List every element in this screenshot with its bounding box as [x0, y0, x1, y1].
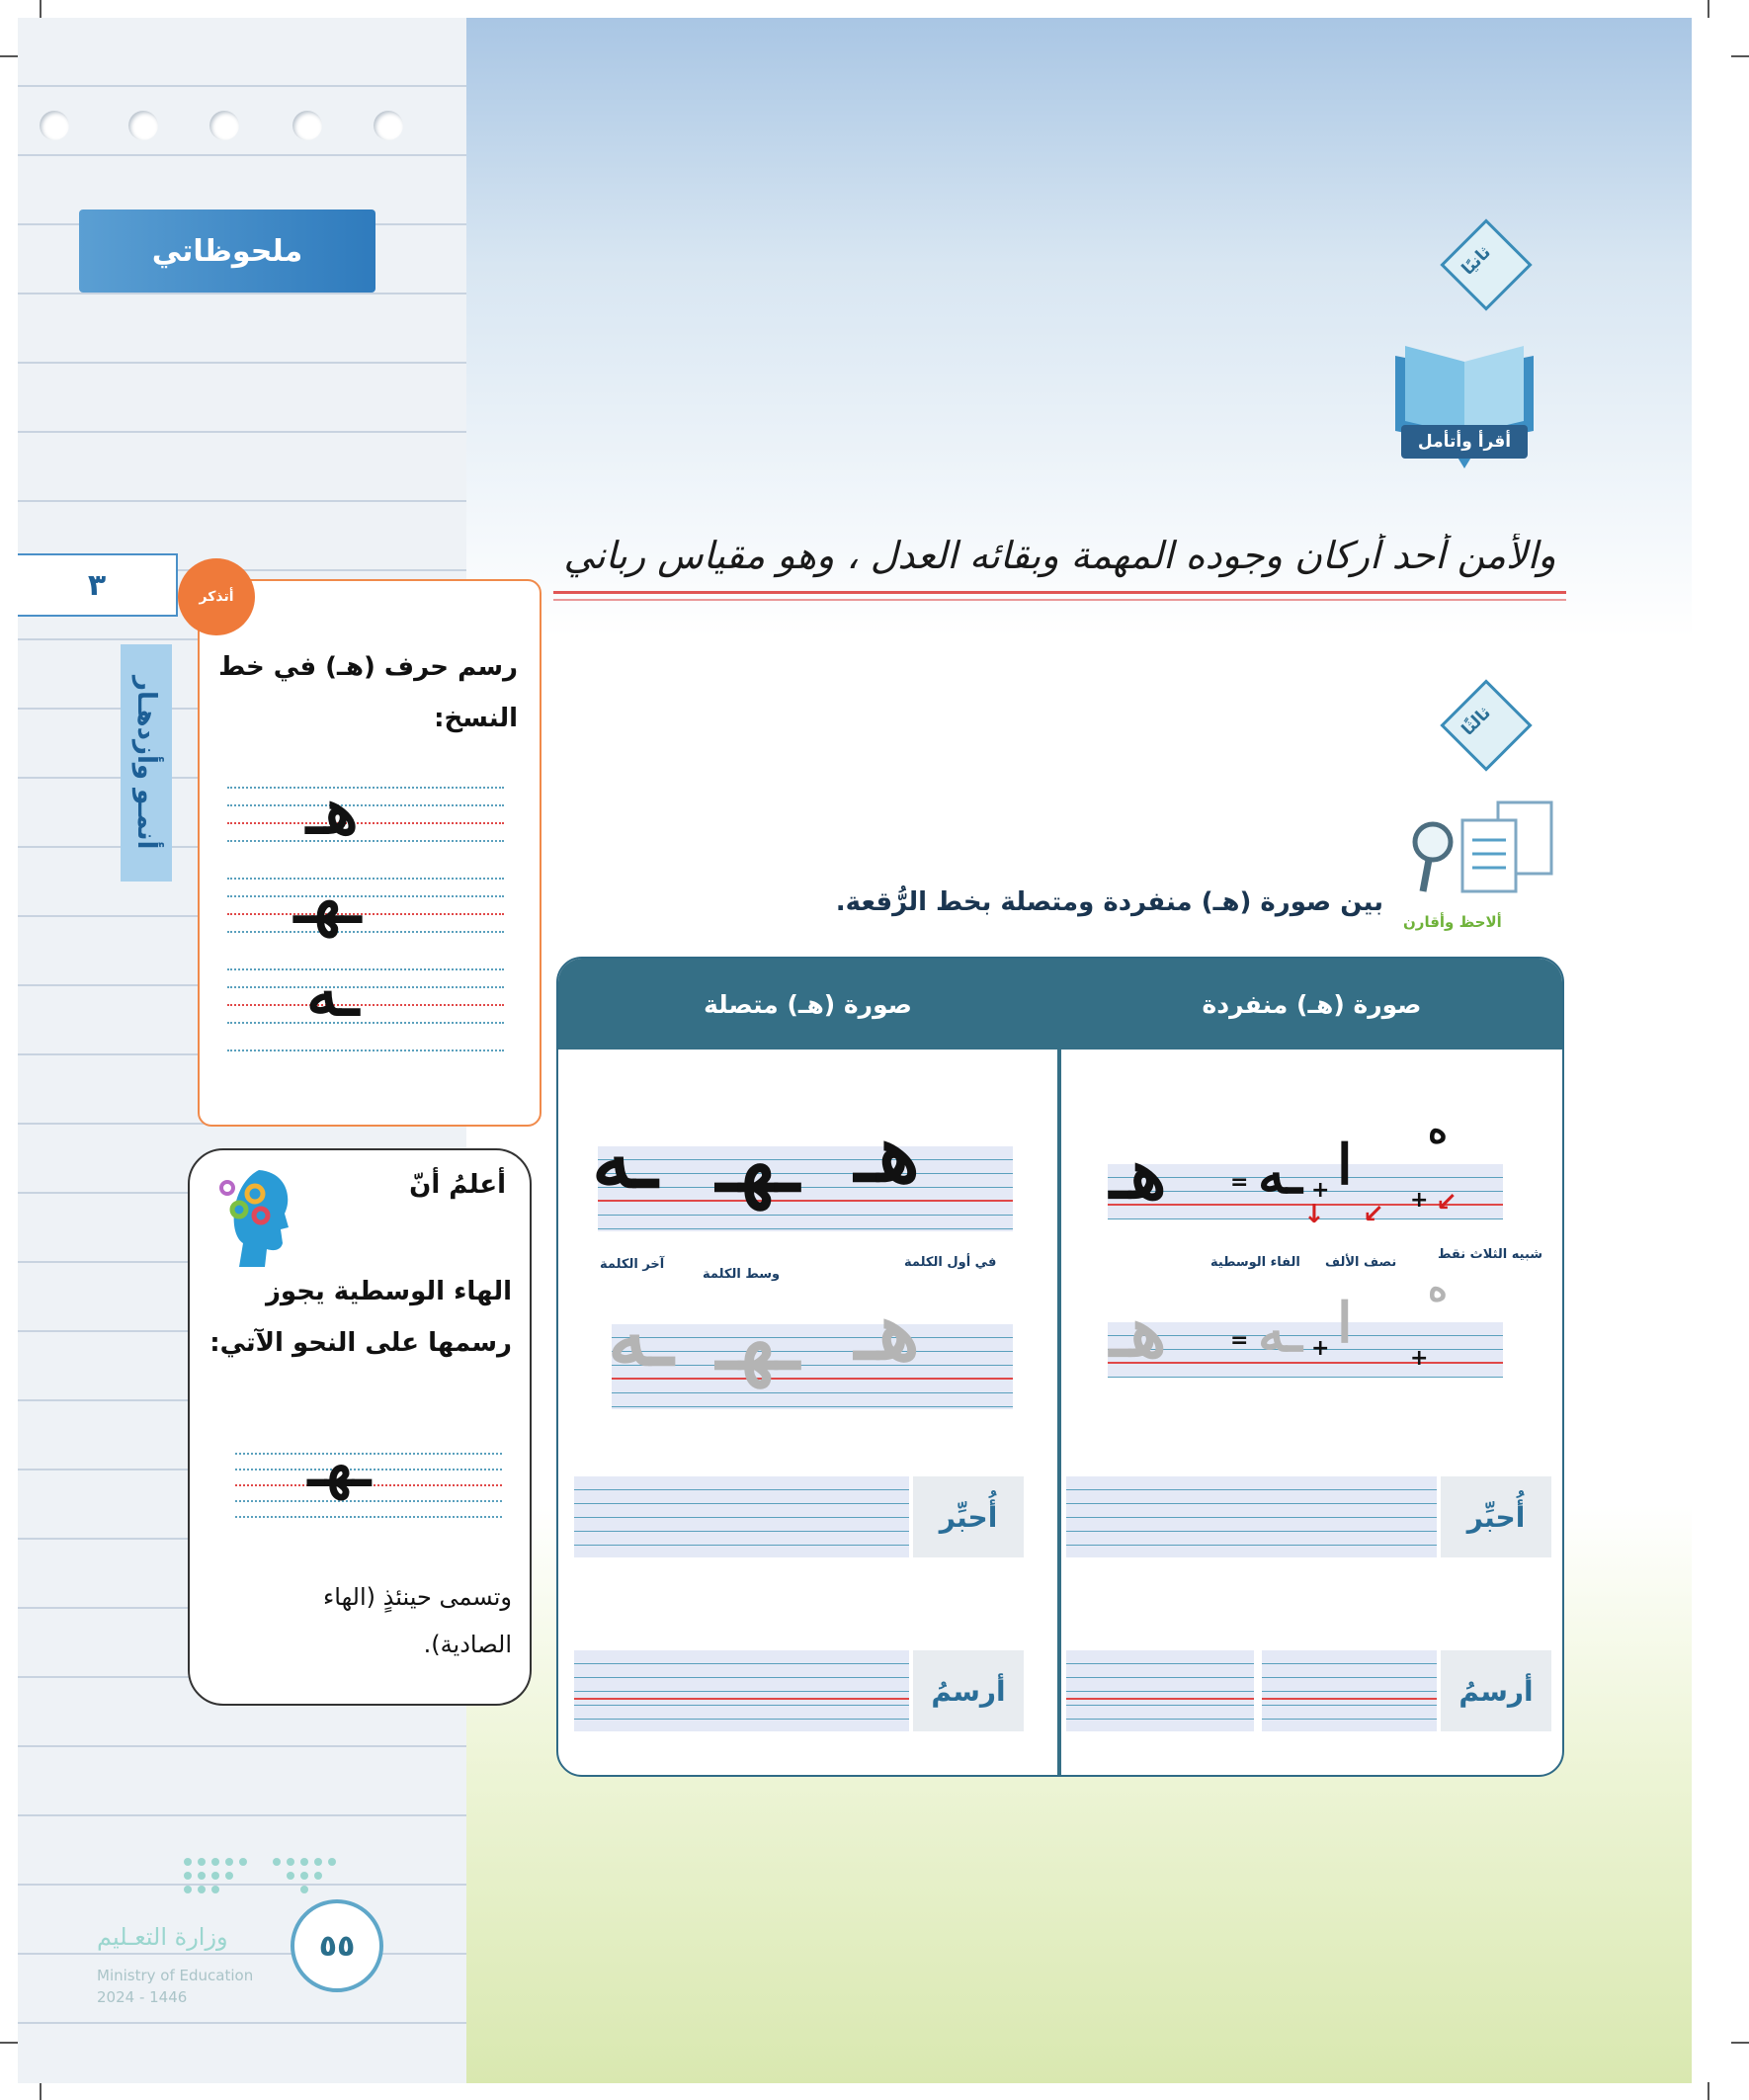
medial-ha-glyph: ـهـ [716, 1117, 799, 1210]
annotation-arrow: ↙ [1436, 1188, 1458, 1218]
baseline-red [574, 1698, 909, 1700]
baseline-red [1066, 1698, 1254, 1700]
equals-sign: = [1230, 1170, 1249, 1195]
binder-hole [292, 111, 322, 140]
crop-mark [1707, 0, 1709, 18]
guide-line [227, 804, 504, 806]
column-divider [1057, 959, 1061, 1775]
notes-tab: ملحوظاتي [79, 210, 375, 293]
know-text-2: رسمها على النحو الآتي: [209, 1328, 512, 1358]
edition-year: 2024 - 1446 [97, 1988, 188, 2006]
crop-mark [0, 55, 18, 57]
binder-hole [209, 111, 239, 140]
annotation-half-alef: نصف الألف [1325, 1255, 1397, 1270]
baseline-red [1262, 1698, 1437, 1700]
naskh-glyph-medial: ـهـ [294, 864, 361, 938]
three-dots-like-glyph: ه [1428, 1107, 1448, 1151]
annotation-arrow: ↙ [1363, 1200, 1384, 1229]
writing-guide [598, 1146, 1013, 1231]
section-badge-2-label: ثالثًا [1458, 703, 1495, 740]
lesson-number: ٣ [18, 553, 178, 617]
label-final: آخر الكلمة [600, 1257, 665, 1272]
guide-line [227, 931, 504, 933]
guide-line [227, 787, 504, 789]
annotation-arrow: ↓ [1303, 1200, 1325, 1229]
medial-fa-trace: ـه [1258, 1301, 1302, 1364]
binder-hole [374, 111, 403, 140]
know-title: أعلمُ أنّ [409, 1170, 506, 1200]
plus-sign: + [1311, 1178, 1330, 1203]
section-badge-1 [1449, 227, 1518, 296]
baseline-red [1108, 1362, 1503, 1364]
guide-line [227, 895, 504, 897]
draw-practice-area[interactable] [574, 1650, 909, 1731]
crop-mark [1731, 55, 1749, 57]
header-connected: صورة (هـ) متصلة [704, 989, 912, 1019]
half-alef-glyph: ا [1337, 1133, 1353, 1198]
section-badge-2 [1449, 688, 1518, 757]
final-ha-trace: ـه [608, 1291, 674, 1384]
ministry-name-en: Ministry of Education [97, 1967, 254, 1984]
crop-mark [40, 0, 42, 18]
page-number: ٥٥ [291, 1899, 383, 1992]
comparison-table [556, 957, 1564, 1777]
compare-icon-label: ألاحظ وأقارن [1403, 913, 1502, 931]
draw-label-standalone: أرسمُ [1441, 1650, 1551, 1731]
guide-line [235, 1500, 502, 1502]
ministry-name-ar: وزارة التعـليم [97, 1923, 228, 1951]
label-initial: في أول الكلمة [904, 1255, 997, 1270]
ministry-dots-logo [178, 1852, 346, 1897]
equals-sign: = [1230, 1328, 1249, 1353]
read-reflect-label: أقرأ وأتأمل [1401, 425, 1528, 459]
binder-hole [128, 111, 158, 140]
brain-gears-icon [209, 1164, 296, 1273]
guide-line [227, 878, 504, 880]
draw-practice-area[interactable] [1262, 1650, 1437, 1731]
initial-ha-glyph: هـ [855, 1107, 920, 1200]
plus-sign: + [1410, 1188, 1429, 1213]
medial-ha-trace: ـهـ [716, 1295, 799, 1387]
know-note-2: الصادية). [423, 1631, 512, 1658]
ha-complete-glyph: هـ [1110, 1133, 1167, 1215]
crop-mark [40, 2082, 42, 2100]
guide-line [227, 913, 504, 915]
ink-practice-area[interactable] [574, 1476, 909, 1557]
plus-sign: + [1410, 1346, 1429, 1371]
letter-box-text-2: النسخ: [434, 704, 518, 733]
guide-line [227, 1004, 504, 1006]
naskh-letter-box [198, 579, 541, 1127]
did-you-know-box [188, 1148, 532, 1706]
header-standalone: صورة (هـ) منفردة [1202, 989, 1422, 1019]
label-medial: وسط الكلمة [703, 1267, 781, 1282]
ha-complete-trace: هـ [1110, 1291, 1167, 1373]
letter-box-text-1: رسم حرف (هـ) في خط [218, 652, 518, 682]
sad-like-ha-glyph: ـهـ [308, 1431, 371, 1500]
guide-line [227, 968, 504, 970]
writing-guide [1108, 1322, 1503, 1378]
three-dots-trace: ه [1428, 1265, 1448, 1309]
ink-label-standalone: أُحبِّر [1441, 1476, 1551, 1557]
baseline-red [553, 591, 1566, 594]
annotation-three-dots: شبيه الثلاث نقط [1438, 1247, 1543, 1262]
ruqaa-calligraphy-sentence: والأمن أحد أركان وجوده المهمة وبقائه العدل ، وهو مقياس رباني [563, 534, 1556, 577]
baseline-red [598, 1200, 1013, 1202]
ink-label-connected: أُحبِّر [913, 1476, 1024, 1557]
remember-badge: أتذكر [178, 558, 255, 635]
ink-practice-area[interactable] [1066, 1476, 1437, 1557]
guide-line [227, 840, 504, 842]
baseline-red [553, 599, 1566, 601]
know-text-1: الهاء الوسطية يجوز [265, 1277, 512, 1306]
guide-line [227, 1050, 504, 1051]
binder-hole [40, 111, 69, 140]
naskh-glyph-initial: هـ [306, 775, 359, 849]
crop-mark [1707, 2082, 1709, 2100]
section-badge-1-label: ثانيًا [1458, 242, 1495, 280]
half-alef-trace: ا [1337, 1291, 1353, 1356]
compare-documents-icon [1403, 797, 1561, 915]
naskh-glyph-final: ـه [306, 957, 360, 1031]
final-ha-glyph: ـه [592, 1113, 658, 1206]
instruction-text: بين صورة (هـ) منفردة ومتصلة بخط الرُّقعة. [835, 887, 1383, 917]
guide-line [235, 1516, 502, 1518]
draw-practice-area[interactable] [1066, 1650, 1254, 1731]
crop-mark [1731, 2042, 1749, 2044]
crop-mark [0, 2042, 18, 2044]
annotation-medial-fa: الفاء الوسطية [1210, 1255, 1300, 1270]
know-note-1: وتسمى حينئذٍ (الهاء [323, 1583, 512, 1611]
guide-line [227, 1022, 504, 1024]
medial-fa-glyph: ـه [1258, 1142, 1302, 1206]
plus-sign: + [1311, 1336, 1330, 1361]
draw-label-connected: أرسمُ [913, 1650, 1024, 1731]
initial-ha-trace: هـ [855, 1285, 920, 1378]
guide-line [227, 822, 504, 824]
guide-line [227, 986, 504, 988]
unit-vertical-label: أنمـو وأزدهـار [121, 644, 172, 882]
